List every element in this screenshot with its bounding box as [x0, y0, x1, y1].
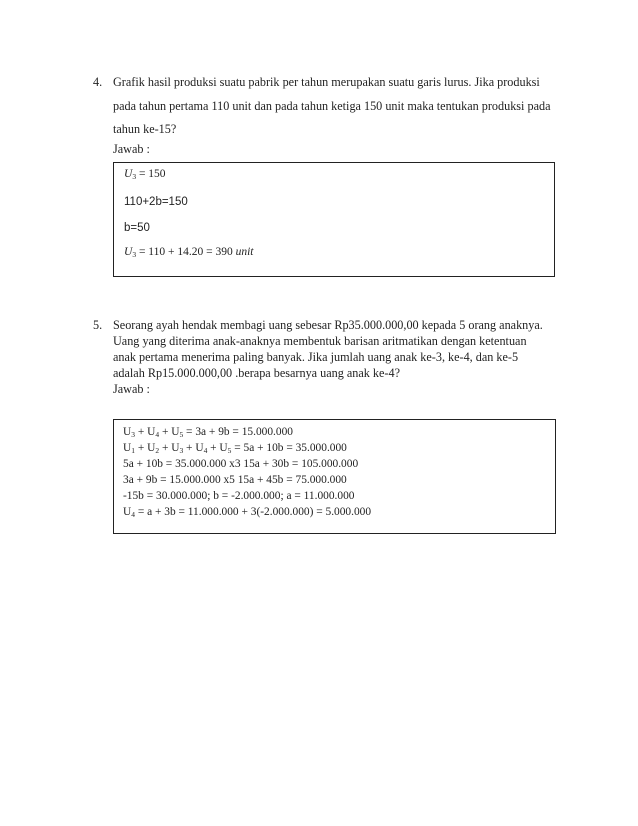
- answer-5-line-5: -15b = 30.000.000; b = -2.000.000; a = 11.000.000: [123, 490, 355, 502]
- answer-4-line-4: $U_3 = 110 + 14.20 = 390$ unit: [124, 246, 254, 259]
- question-5-line: adalah Rp15.000.000,00 .berapa besarnya uang anak ke-4?: [113, 366, 400, 380]
- answer-5-line-6: $U_4 = a + 3b = 11.000.000 + 3(-2.000.000) = 5.000.000$: [123, 506, 372, 519]
- question-4-answer-label: Jawab :: [113, 142, 150, 156]
- question-5-line: Uang yang diterima anak-anaknya membentuk barisan aritmatikan dengan ketentuan: [113, 334, 527, 348]
- question-4-line: tahun ke-15?: [113, 122, 177, 136]
- question-5-line: Seorang ayah hendak membagi uang sebesar Rp35.000.000,00 kepada 5 orang anaknya.: [113, 318, 543, 332]
- question-4-line: pada tahun pertama 110 unit dan pada tahun ketiga 150 unit maka tentukan produksi pada: [113, 99, 551, 113]
- answer-4-line-3: b=50: [124, 222, 150, 234]
- question-5-answer-label: Jawab :: [113, 382, 150, 396]
- answer-5-line-1: $U_3 + U_4 + U_5 = 3a + 9b = 15.000.000$: [123, 426, 293, 439]
- answer-5-line-3: 5a + 10b = 35.000.000 x3 15a + 30b = 105.000.000: [123, 458, 359, 470]
- question-5-line: anak pertama menerima paling banyak. Jika jumlah uang anak ke-3, ke-4, dan ke-5: [113, 350, 519, 364]
- answer-4-line-2: 110+2b=150: [124, 196, 188, 208]
- question-4-answer-box: [113, 162, 555, 277]
- question-5-number: 5.: [93, 318, 103, 332]
- question-4-number: 4.: [93, 75, 103, 89]
- question-4-line: Grafik hasil produksi suatu pabrik per tahun merupakan suatu garis lurus. Jika produksi: [113, 75, 540, 89]
- question-5-answer-box: [113, 419, 556, 534]
- answer-5-line-4: 3a + 9b = 15.000.000 x5 15a + 45b = 75.000.000: [123, 474, 347, 486]
- answer-5-line-2: $U_1 + U_2 + U_3 + U_4 + U_5 = 5a + 10b = 35.000.000$: [123, 442, 347, 455]
- answer-4-line-1: $U_3 = 150$: [124, 168, 166, 181]
